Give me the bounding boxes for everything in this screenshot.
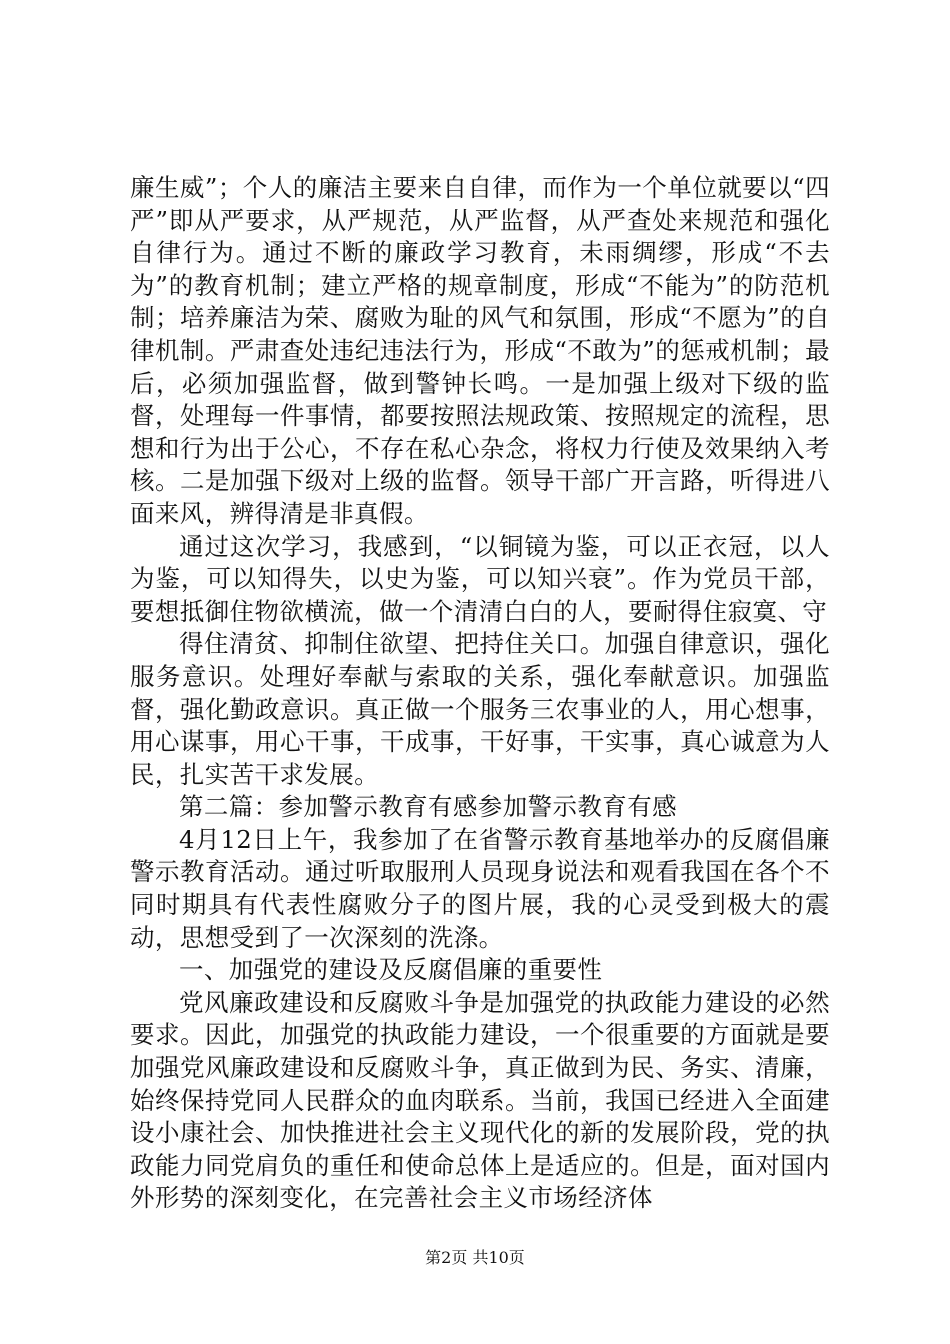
paragraph-5: 党风廉政建设和反腐败斗争是加强党的执政能力建设的必然要求。因此，加强党的执政能力建设，一个很重要的方面就是要加强党风廉政建设和反腐败斗争，真正做到为民、务实、清廉，始终保持党同人民群众的血肉联系。当前，我国已经进入全面建设小康社会、加快推进社会主义现代化的新的发展阶段，党的执政能力同党肩负的重任和使命总体上是适应的。但是，面对国内外形势的深刻变化，在完善社会主义市场经济体 bbox=[130, 987, 830, 1213]
page-footer: 第2页 共10页 bbox=[425, 1248, 525, 1267]
section-title-2: 第二篇：参加警示教育有感参加警示教育有感 bbox=[179, 792, 677, 822]
paragraph-1: 廉生威”；个人的廉洁主要来自自律，而作为一个单位就要以“四严”即从严要求，从严规范，从严监督，从严查处来规范和强化自律行为。通过不断的廉政学习教育，未雨绸缪，形成“不去为”的教育机制；建立严格的规章制度，形成“不能为”的防范机制；培养廉洁为荣、腐败为耻的风气和氛围，形成“不愿为”的自律机制。严肃查处违纪违法行为，形成“不敢为”的惩戒机制；最后，必须加强监督，做到警钟长鸣。一是加强上级对下级的监督，处理每一件事情，都要按照法规政策、按照规定的流程，思想和行为出于公心，不存在私心杂念，将权力行使及效果纳入考核。二是加强下级对上级的监督。领导干部广开言路，听得进八面来风，辨得清是非真假。 bbox=[130, 173, 830, 528]
paragraph-4: 4月12日上午，我参加了在省警示教育基地举办的反腐倡廉警示教育活动。通过听取服刑人员现身说法和观看我国在各个不同时期具有代表性腐败分子的图片展，我的心灵受到极大的震动，思想受到了一次深刻的洗涤。 bbox=[130, 824, 830, 952]
body-text bbox=[130, 172, 830, 1215]
paragraph-2: 通过这次学习，我感到，“以铜镜为鉴，可以正衣冠，以人为鉴，可以知得失，以史为鉴，可以知兴衰”。作为党员干部，要想抵御住物欲横流，做一个清清白白的人，要耐得住寂寞、守 bbox=[130, 531, 830, 626]
paragraph-3: 得住清贫、抑制住欲望、把持住关口。加强自律意识，强化服务意识。处理好奉献与索取的关系，强化奉献意识。加强监督，强化勤政意识。真正做一个服务三农事业的人，用心想事，用心谋事，用心干事，干成事，干好事，干实事，真心诚意为人民，扎实苦干求发展。 bbox=[130, 629, 830, 789]
subheading-1: 一、加强党的建设及反腐倡廉的重要性 bbox=[179, 955, 603, 985]
